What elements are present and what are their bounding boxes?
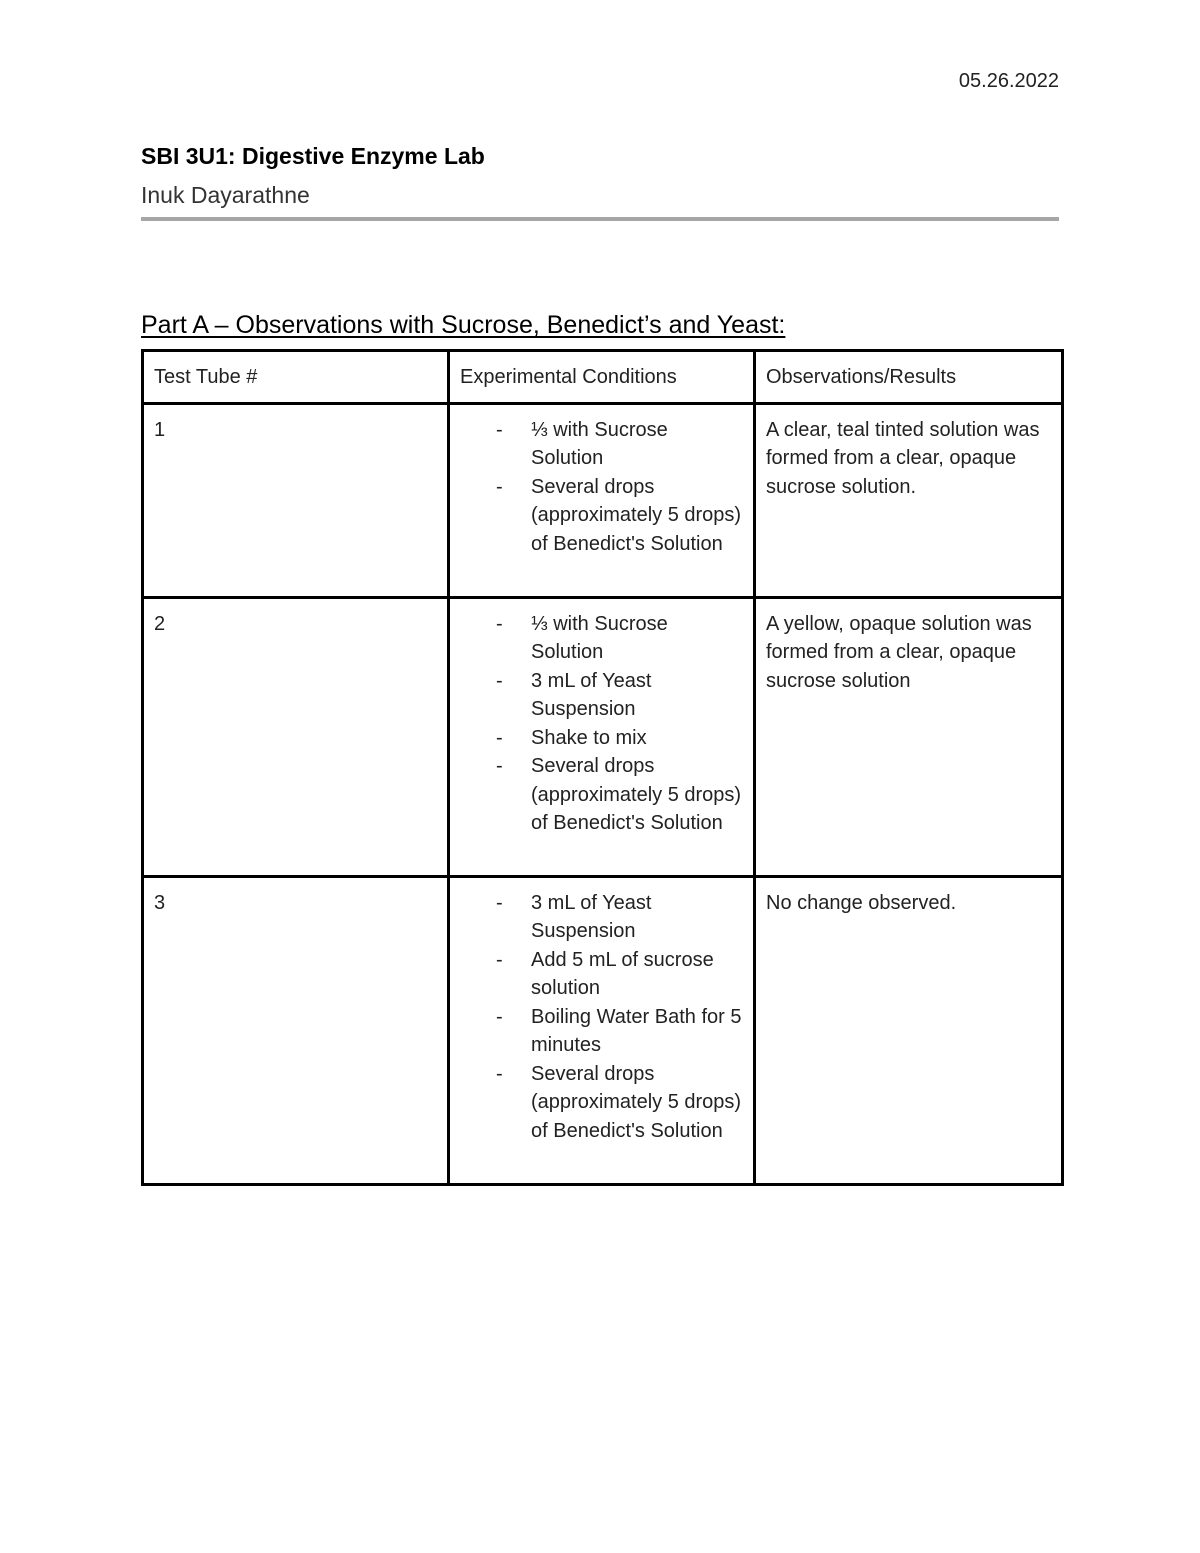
document-date: 05.26.2022 [958,70,1059,92]
column-header-test-tube: Test Tube # [143,351,449,404]
condition-text: ⅓ with Sucrose Solution [531,418,668,469]
result-cell: A clear, teal tinted solution was formed from a clear, opaque sucrose solution. [755,403,1063,597]
condition-text: Several drops (approximately 5 drops) of Benedict's Solution [531,1062,742,1142]
conditions-list [460,610,743,838]
section-heading: Part A – Observations with Sucrose, Benedict’s and Yeast: [141,311,786,339]
table-row [143,597,1063,876]
condition-text: Several drops (approximately 5 drops) of Benedict's Solution [531,755,742,834]
conditions-cell [449,597,755,876]
condition-text: Add 5 mL of sucrose solution [531,948,714,999]
list-item [460,610,743,667]
condition-text: 3 mL of Yeast Suspension [531,669,652,720]
list-item [460,416,743,473]
dash-bullet: - [496,475,503,498]
header-divider [141,217,1059,221]
condition-text: Several drops (approximately 5 drops) of Benedict's Solution [531,475,742,555]
observations-table [141,349,1064,1186]
dash-bullet: - [496,612,503,635]
dash-bullet: - [496,891,503,914]
dash-bullet: - [496,418,503,441]
list-item [460,667,743,724]
dash-bullet: - [496,755,503,777]
result-cell: No change observed. [755,876,1063,1184]
list-item [460,473,743,559]
column-header-results: Observations/Results [755,351,1063,404]
condition-text: Shake to mix [531,726,647,749]
condition-text: Boiling Water Bath for 5 minutes [531,1005,742,1056]
author-name: Inuk Dayarathne [141,182,310,208]
conditions-cell [449,876,755,1184]
condition-text: 3 mL of Yeast Suspension [531,891,652,942]
list-item [460,889,743,946]
conditions-list [460,416,743,559]
result-cell: A yellow, opaque solution was formed from a clear, opaque sucrose solution [755,597,1063,876]
table-header-row [143,351,1063,404]
document-title: SBI 3U1: Digestive Enzyme Lab [141,143,485,169]
column-header-conditions: Experimental Conditions [449,351,755,404]
condition-text: ⅓ with Sucrose Solution [531,612,668,663]
dash-bullet: - [496,948,503,971]
table-row [143,403,1063,597]
conditions-cell [449,403,755,597]
test-tube-number: 2 [143,597,449,876]
dash-bullet: - [496,1005,503,1028]
conditions-list [460,889,743,1146]
list-item [460,1003,743,1060]
dash-bullet: - [496,726,503,749]
list-item [460,1060,743,1146]
list-item [460,946,743,1003]
dash-bullet: - [496,1062,503,1085]
list-item [460,724,743,753]
list-item [460,752,743,838]
table-row [143,876,1063,1184]
test-tube-number: 3 [143,876,449,1184]
test-tube-number: 1 [143,403,449,597]
dash-bullet: - [496,669,503,692]
